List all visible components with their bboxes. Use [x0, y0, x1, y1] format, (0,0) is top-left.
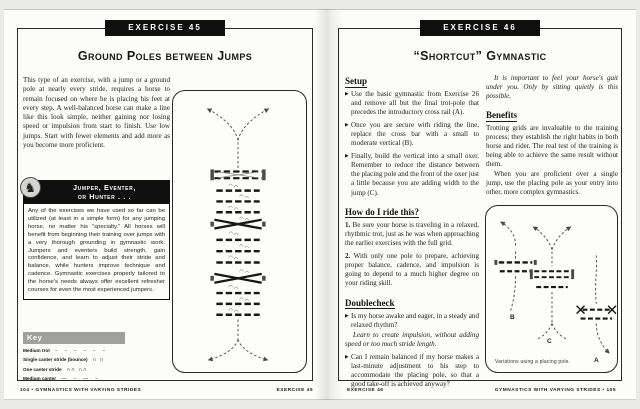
benefits-heading: Benefits	[486, 110, 517, 121]
sidebar-title-line2: or Hunter . . .	[77, 192, 132, 201]
horse-icon: ♞	[20, 177, 41, 198]
vertical-jump-b	[494, 260, 536, 265]
exercise-46-variations-diagram	[485, 205, 618, 373]
sidebar-title-line1: Jumper, Eventer,	[73, 183, 136, 192]
exercise-45-course-diagram	[172, 90, 307, 373]
sitting-quietly-note: It is important to feel your horse's gait under you. Only by sitting quietly is this possible.	[486, 74, 618, 101]
ride-heading: How do I ride this?	[345, 206, 420, 217]
exercise-46-left-column	[345, 71, 479, 393]
sidebar-body-text: Any of the exercises we have used so far can be utilized (at least in a simple form) for any jumping horse, no matter his “specialty.” All horses will benefit from beginning their training over jumps with a very thorough grounding in gymnastic work. Jumpers and eventers build strength, gain confidence, and learn to adjust their stride and balance, while hunters improve technique and cadence. Gymnastic exercises properly tailored to the horse's needs always offer excellent refresher courses for even the most experienced jumpers.	[23, 204, 170, 300]
sidebar-header	[23, 180, 170, 204]
cross-rail-jump-a	[577, 306, 616, 314]
ride-item: 2. With only one pole to prepare, achieving proper balance, cadence, and impulsion is going to depend to a much higher degree on your riding skill.	[345, 252, 479, 288]
diagram-label-c: C	[547, 338, 552, 345]
doublecheck-bullet: ▶ Can I remain balanced if my horse makes a last-minute adjustment to his step to accommodate the placing pole, so that a good take-off is achieved anyway?	[345, 352, 479, 389]
right-footer-exercise: EXERCISE 46	[347, 388, 384, 393]
key-row-medium-trot: Medium trot – – – – – –	[23, 347, 108, 354]
setup-bullet: ▶ Finally, build the vertical into a small oxer. Remember to reduce the distance between the placing pole and the front of the oxer just a little because you are adding width to the jump (C).	[345, 152, 479, 197]
variations-diagram-svg	[486, 206, 617, 372]
benefits-paragraph: Trotting grids are invaluable to the training process; they establish the right habits in both horse and rider. The real test of the training is being able to achieve the same result without them.	[486, 124, 618, 169]
medium-trot-symbol: – – – – – –	[54, 347, 108, 354]
bullet-icon: ▶	[345, 92, 349, 97]
exercise-46-right-column	[486, 74, 618, 201]
cross-rail-jump	[210, 274, 265, 283]
diagram-label-a: A	[594, 357, 599, 364]
bullet-icon: ▶	[345, 154, 349, 160]
doublecheck-note: Learn to create impulsion, without adding speed or too much stride length.	[345, 330, 479, 348]
bullet-icon: ▶	[345, 313, 349, 319]
exercise-45-title: Ground Poles between Jumps	[77, 49, 253, 63]
exercise-45-intro: This type of an exercise, with a jump or a ground pole at nearly every stride, requires a horse to remain focused on where he is placing his feet at every step. A well-balanced horse can make a line like this look simple, neither gaining nor losing speed or impulsion from start to finish. Use low jumps. Start with fewer elements and add more as you become more proficient.	[23, 76, 170, 150]
key-row-medium-canter: Medium canter — – — –	[23, 376, 101, 383]
oxer-jump-c	[530, 269, 574, 279]
left-footer-exercise: EXERCISE 45	[276, 388, 313, 393]
setup-heading: Setup	[345, 76, 368, 86]
key-title: Key	[23, 332, 125, 344]
key-legend	[23, 332, 153, 382]
diagram-label-b: B	[510, 314, 515, 321]
ride-item: 1. Be sure your horse is traveling in a relaxed, rhythmic trot, just as he was when approaching the earlier exercises with the full grid.	[345, 220, 479, 248]
doublecheck-bullet: ▶ Is my horse awake and eager, in a steady and relaxed rhythm?	[345, 311, 479, 329]
bullet-icon: ▶	[345, 123, 349, 129]
medium-canter-symbol: — – — –	[61, 376, 101, 383]
right-footer-running-title: GYMNASTICS WITH VARYING STRIDES • 105	[494, 388, 616, 393]
key-row-one-canter-stride: One canter stride ∩∩ ∩∩	[23, 366, 88, 373]
cross-rail-jump	[210, 220, 265, 229]
left-footer-running-title: 104 • GYMNASTICS WITH VARYING STRIDES	[20, 388, 142, 393]
benefits-paragraph: When you are proficient over a single jump, use the placing pole as your entry into other, more complex gymnastics.	[486, 169, 618, 196]
key-row-bounce: Single canter stride (bounce) ∩ ∩	[23, 357, 105, 364]
setup-bullet: ▶ Once you are secure with riding the line, replace the cross bar with a small to moderate vertical (B).	[345, 121, 479, 148]
diagram-caption: Variations using a placing pole.	[495, 359, 571, 365]
sidebar-box	[23, 180, 170, 300]
course-diagram-svg	[173, 91, 306, 372]
setup-bullet: ▶ Use the basic gymnastic from Exercise 26 and remove all but the final trot-pole that precedes the introductory cross rail (A).	[345, 90, 479, 117]
doublecheck-heading: Doublecheck	[345, 297, 395, 308]
exercise-46-badge: EXERCISE 46	[420, 20, 540, 36]
bullet-icon: ▶	[345, 354, 349, 360]
exercise-45-badge: EXERCISE 45	[105, 20, 225, 36]
oxer-jump	[210, 169, 265, 180]
exercise-46-title: “Shortcut” Gymnastic	[413, 49, 547, 63]
bounce-symbol: ∩ ∩	[92, 357, 105, 364]
canter-stride-symbol: ∩∩ ∩∩	[66, 366, 88, 373]
